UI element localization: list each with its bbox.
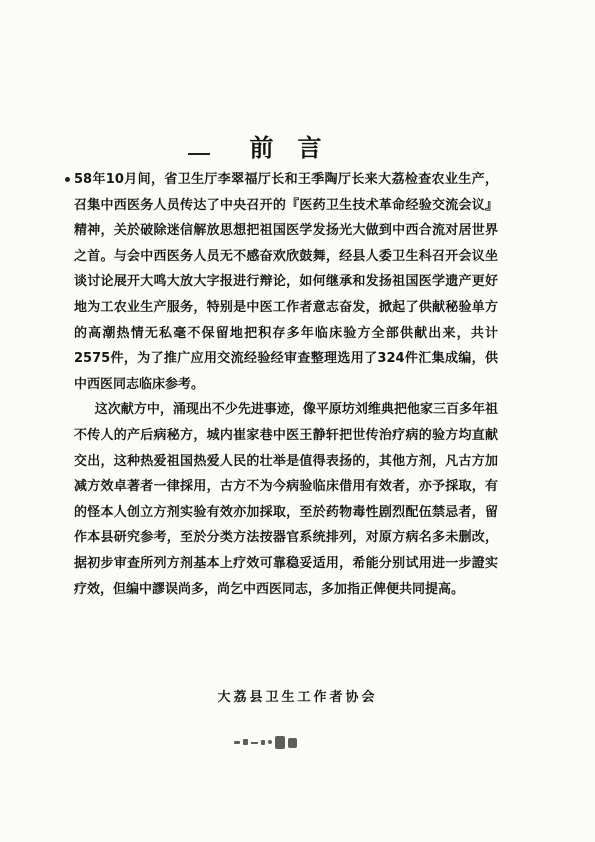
date-stamp-mark <box>232 732 302 752</box>
paragraph-1: 58年10月间，省卫生厅李翠福厅长和王季陶厅长来大荔检查农业生产，召集中西医务人员传达了中央召开的『医药卫生技术革命经验交流会议』精神，关於破除迷信解放思想把祖国医学发扬光大做到中西合流对居世界之首。与会中西医务人员无不感奋欢欣鼓舞，经县人委卫生科召开会议坐谈讨论展开大鸣大放大字报进行辩论，如何继承和发扬祖国医学遗产更好地为工农业生产服务，特别是中医工作者意志奋发，掀起了供献秘验单方的高潮热情无私毫不保留地把积存多年临床验方全部供献出来，共计2575件，为了推广应用交流经验经审查整理选用了324件汇集成编，供中西医同志临床参考。 <box>74 172 498 392</box>
margin-dot-mark <box>65 177 70 182</box>
signature-line: 大荔县卫生工作者协会 <box>217 690 378 705</box>
page-title: 前言 <box>249 134 346 162</box>
paragraph-2: 这次献方中，涌现出不少先进事迹，像平原坊刘维典把他家三百多年祖不传人的产后病秘方，城内崔家巷中医王静轩把世传治疗病的验方均直献交出，这种热爱祖国热爱人民的壮举是值得表扬的，其他方剂，凡古方加减方效卓著者一律採用，古方不为今病验临床借用有效者，亦予採取，有的怪本人创立方剂实验有效亦加採取，至於药物毒性剧烈配伍禁忌者，留作本县研究参考，至於分类方法按器官系统排列，对原方病名多未删改，据初步审查所列方剂基本上疗效可靠稳妥适用，希能分别试用进一步證实疗效，但编中謬误尚多，尚乞中西医同志，多加指正俾便共同提高。 <box>74 402 498 597</box>
preface-body <box>74 167 498 602</box>
